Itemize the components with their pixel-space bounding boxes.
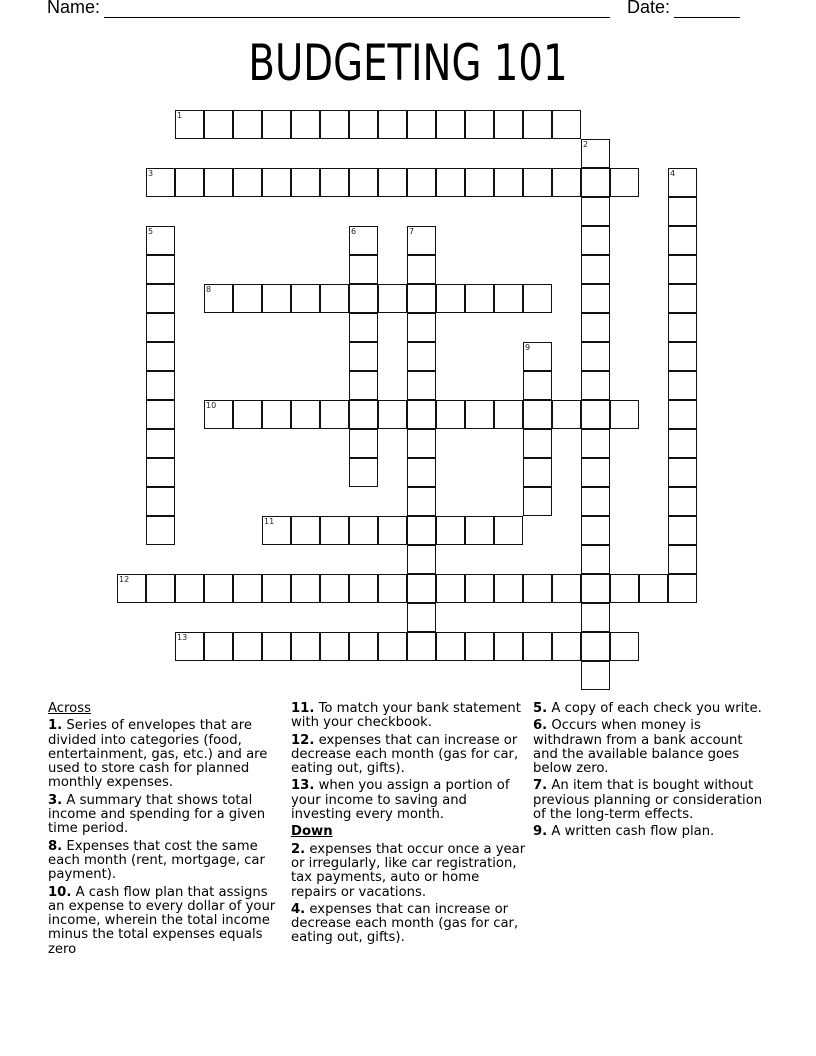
grid-cell[interactable] [610,168,639,197]
grid-cell[interactable] [581,342,610,371]
grid-cell[interactable] [407,400,436,429]
grid-cell[interactable] [349,632,378,661]
grid-cell[interactable] [668,545,697,574]
grid-cell[interactable] [523,574,552,603]
clue-number: 7 [409,227,415,236]
grid-cell[interactable] [175,632,204,661]
grid-cell[interactable] [233,400,262,429]
across-heading: Across [48,701,91,716]
grid-cell[interactable] [407,632,436,661]
grid-cell[interactable] [523,371,552,400]
grid-cell[interactable] [262,574,291,603]
grid-cell[interactable] [407,603,436,632]
grid-cell[interactable] [552,110,581,139]
grid-cell[interactable] [146,429,175,458]
grid-cell[interactable] [407,574,436,603]
grid-cell[interactable] [233,168,262,197]
grid-cell[interactable] [581,458,610,487]
grid-cell[interactable] [262,284,291,313]
date-label: Date: [627,0,671,17]
clue-number: 8 [206,285,212,294]
grid-cell[interactable] [146,342,175,371]
grid-cell[interactable] [436,284,465,313]
grid-cell[interactable] [668,429,697,458]
grid-cell[interactable] [581,255,610,284]
grid-cell[interactable] [465,284,494,313]
grid-cell[interactable] [523,632,552,661]
grid-cell[interactable] [407,313,436,342]
grid-cell[interactable] [523,110,552,139]
grid-cell[interactable] [320,632,349,661]
clue-across-1: 1. Series of envelopes that are divided into categories (food, entertainment, gas, etc.) and are used to store cash for planned monthly expenses. [48,718,268,791]
name-field[interactable] [47,0,610,18]
grid-cell[interactable] [581,487,610,516]
grid-cell[interactable] [407,516,436,545]
crossword-grid [117,110,697,690]
grid-cell[interactable] [436,574,465,603]
grid-cell[interactable] [668,487,697,516]
grid-cell[interactable] [610,632,639,661]
grid-cell[interactable] [668,284,697,313]
grid-cell[interactable] [146,574,175,603]
grid-cell[interactable] [291,168,320,197]
grid-cell[interactable] [378,400,407,429]
grid-cell[interactable] [494,400,523,429]
grid-cell[interactable] [349,110,378,139]
grid-cell[interactable] [465,400,494,429]
grid-cell[interactable] [581,400,610,429]
grid-cell[interactable] [639,574,668,603]
grid-cell[interactable] [465,516,494,545]
grid-cell[interactable] [407,458,436,487]
clue-down-4: 4. expenses that can increase or decrease each month (gas for car, eating out, gifts). [291,901,519,946]
grid-cell[interactable] [494,574,523,603]
grid-cell[interactable] [668,342,697,371]
grid-cell[interactable] [204,574,233,603]
grid-cell[interactable] [349,429,378,458]
clue-number: 11 [264,517,275,526]
page-title: BUDGETING 101 [248,34,568,92]
grid-cell[interactable] [407,110,436,139]
grid-cell[interactable] [523,487,552,516]
grid-cell[interactable] [494,632,523,661]
name-blank-line[interactable] [104,1,610,18]
grid-cell[interactable] [581,661,610,690]
grid-cell[interactable] [552,632,581,661]
clue-number: 9 [525,343,531,352]
clue-across-8: 8. Expenses that cost the same each month (rent, mortgage, car payment). [48,838,265,883]
grid-cell[interactable] [349,342,378,371]
grid-cell[interactable] [349,458,378,487]
grid-cell[interactable] [204,284,233,313]
grid-cell[interactable] [291,400,320,429]
grid-cell[interactable] [494,516,523,545]
grid-cell[interactable] [378,284,407,313]
grid-cell[interactable] [204,400,233,429]
grid-cell[interactable] [668,255,697,284]
grid-cell[interactable] [146,371,175,400]
grid-cell[interactable] [291,574,320,603]
grid-cell[interactable] [552,168,581,197]
grid-cell[interactable] [146,458,175,487]
grid-cell[interactable] [668,574,697,603]
clue-down-2: 2. expenses that occur once a year or irregularly, like car registration, tax payments, auto or home repairs or vacations. [291,841,526,900]
grid-cell[interactable] [407,371,436,400]
grid-cell[interactable] [668,458,697,487]
clue-across-13: 13. when you assign a portion of your income to saving and investing every month. [291,778,510,823]
clues-column-1 [48,702,280,960]
grid-cell[interactable] [465,110,494,139]
grid-cell[interactable] [204,110,233,139]
grid-cell[interactable] [581,603,610,632]
grid-cell[interactable] [407,342,436,371]
grid-cell[interactable] [610,400,639,429]
grid-cell[interactable] [175,574,204,603]
grid-cell[interactable] [494,110,523,139]
grid-cell[interactable] [320,400,349,429]
grid-cell[interactable] [146,313,175,342]
grid-cell[interactable] [320,516,349,545]
grid-cell[interactable] [581,226,610,255]
grid-cell[interactable] [523,284,552,313]
grid-cell[interactable] [407,168,436,197]
grid-cell[interactable] [320,110,349,139]
grid-cell[interactable] [668,197,697,226]
grid-cell[interactable] [349,400,378,429]
grid-cell[interactable] [146,400,175,429]
clue-across-3: 3. A summary that shows total income and spending for a given time period. [48,792,266,837]
clue-down-7: 7. An item that is bought without previous planning or consideration of the long-term effects. [533,778,763,823]
clue-across-10: 10. A cash flow plan that assigns an expense to every dollar of your income, wherein the total income minus the total expenses equals zero [48,884,276,957]
grid-cell[interactable] [465,632,494,661]
grid-cell[interactable] [465,168,494,197]
grid-cell[interactable] [117,574,146,603]
name-label: Name: [47,0,101,17]
grid-cell[interactable] [581,284,610,313]
grid-cell[interactable] [378,632,407,661]
grid-cell[interactable] [494,168,523,197]
grid-cell[interactable] [233,632,262,661]
clue-number: 12 [119,575,130,584]
clue-number: 3 [148,169,154,178]
clue-number: 5 [148,227,154,236]
grid-cell[interactable] [233,110,262,139]
grid-cell[interactable] [320,168,349,197]
grid-cell[interactable] [581,516,610,545]
grid-cell[interactable] [581,429,610,458]
grid-cell[interactable] [349,168,378,197]
date-field[interactable] [627,0,740,18]
grid-cell[interactable] [465,574,494,603]
grid-cell[interactable] [378,110,407,139]
clue-down-5: 5. A copy of each check you write. [533,701,762,716]
grid-cell[interactable] [146,487,175,516]
grid-cell[interactable] [581,371,610,400]
grid-cell[interactable] [581,168,610,197]
clue-number: 6 [351,227,357,236]
grid-cell[interactable] [378,516,407,545]
grid-cell[interactable] [668,226,697,255]
grid-cell[interactable] [291,110,320,139]
grid-cell[interactable] [407,487,436,516]
grid-cell[interactable] [407,284,436,313]
grid-cell[interactable] [349,574,378,603]
grid-cell[interactable] [668,516,697,545]
grid-cell[interactable] [668,371,697,400]
grid-cell[interactable] [349,284,378,313]
grid-cell[interactable] [291,516,320,545]
grid-cell[interactable] [320,284,349,313]
grid-cell[interactable] [523,342,552,371]
grid-cell[interactable] [436,632,465,661]
grid-cell[interactable] [146,284,175,313]
clue-number: 1 [177,111,183,120]
grid-cell[interactable] [175,110,204,139]
grid-cell[interactable] [436,516,465,545]
grid-cell[interactable] [581,313,610,342]
grid-cell[interactable] [436,168,465,197]
grid-cell[interactable] [262,168,291,197]
grid-cell[interactable] [407,429,436,458]
grid-cell[interactable] [349,516,378,545]
grid-cell[interactable] [668,400,697,429]
grid-cell[interactable] [291,284,320,313]
grid-cell[interactable] [552,400,581,429]
clue-across-11: 11. To match your bank statement with your checkbook. [291,701,521,731]
grid-cell[interactable] [349,255,378,284]
date-blank-line[interactable] [674,1,740,18]
grid-cell[interactable] [436,110,465,139]
down-heading: Down [291,824,333,840]
clue-number: 2 [583,140,589,149]
grid-cell[interactable] [175,168,204,197]
grid-cell[interactable] [581,197,610,226]
grid-cell[interactable] [407,226,436,255]
grid-cell[interactable] [494,284,523,313]
grid-cell[interactable] [523,168,552,197]
grid-cell[interactable] [233,574,262,603]
grid-cell[interactable] [552,574,581,603]
clue-number: 13 [177,633,188,642]
grid-cell[interactable] [581,574,610,603]
grid-cell[interactable] [407,545,436,574]
grid-cell[interactable] [349,313,378,342]
grid-cell[interactable] [523,429,552,458]
grid-cell[interactable] [610,574,639,603]
grid-cell[interactable] [291,632,320,661]
grid-cell[interactable] [204,632,233,661]
grid-cell[interactable] [523,458,552,487]
clues-column-2 [291,702,527,949]
grid-cell[interactable] [668,168,697,197]
grid-cell[interactable] [262,632,291,661]
grid-cell[interactable] [146,226,175,255]
grid-cell[interactable] [146,255,175,284]
grid-cell[interactable] [262,400,291,429]
grid-cell[interactable] [581,545,610,574]
grid-cell[interactable] [436,400,465,429]
clue-number: 4 [670,169,676,178]
grid-cell[interactable] [146,516,175,545]
clues-column-3 [533,702,769,843]
grid-cell[interactable] [581,139,610,168]
grid-cell[interactable] [523,400,552,429]
grid-cell[interactable] [378,574,407,603]
grid-cell[interactable] [349,371,378,400]
grid-cell[interactable] [204,168,233,197]
grid-cell[interactable] [233,284,262,313]
clue-down-9: 9. A written cash flow plan. [533,824,715,840]
grid-cell[interactable] [581,632,610,661]
grid-cell[interactable] [407,255,436,284]
grid-cell[interactable] [146,168,175,197]
grid-cell[interactable] [668,313,697,342]
grid-cell[interactable] [320,574,349,603]
clue-across-12: 12. expenses that can increase or decrease each month (gas for car, eating out, gifts). [291,732,519,777]
grid-cell[interactable] [378,168,407,197]
grid-cell[interactable] [262,516,291,545]
clue-number: 10 [206,401,217,410]
grid-cell[interactable] [262,110,291,139]
clue-down-6: 6. Occurs when money is withdrawn from a bank account and the available balance goes below zero. [533,718,743,777]
grid-cell[interactable] [349,226,378,255]
